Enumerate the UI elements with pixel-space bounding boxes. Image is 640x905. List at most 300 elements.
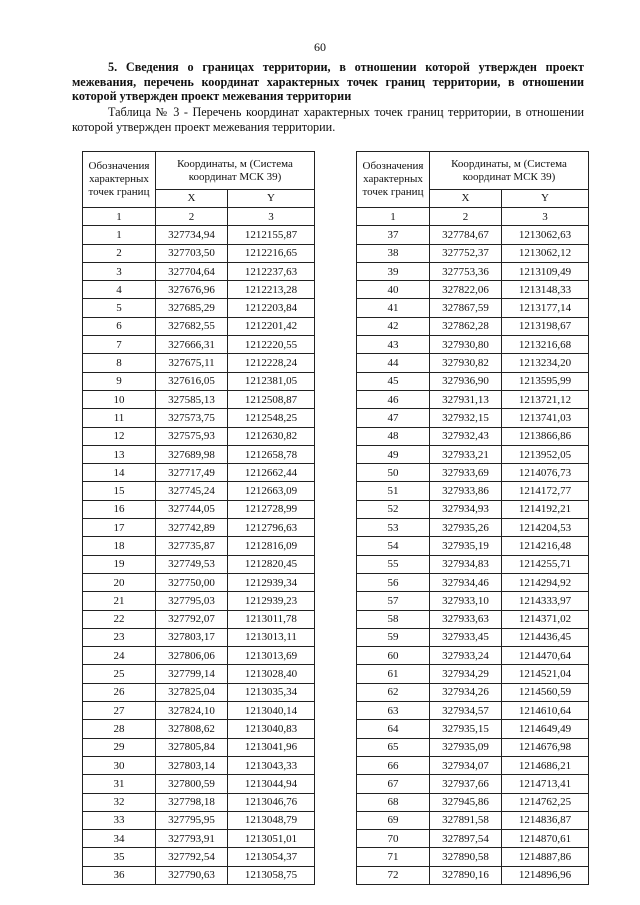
y-coordinate-cell: 1213109,49 (502, 262, 589, 280)
x-coordinate-cell: 327806,06 (156, 647, 228, 665)
point-number-cell: 55 (357, 555, 430, 573)
x-coordinate-cell: 327890,16 (430, 866, 502, 884)
point-number-cell: 58 (357, 610, 430, 628)
point-number-cell: 17 (83, 519, 156, 537)
y-coordinate-cell: 1212228,24 (228, 354, 315, 372)
y-coordinate-cell: 1212663,09 (228, 482, 315, 500)
x-coordinate-cell: 327805,84 (156, 738, 228, 756)
x-coordinate-cell: 327935,19 (430, 537, 502, 555)
x-coordinate-cell: 327935,09 (430, 738, 502, 756)
x-coordinate-cell: 327897,54 (430, 830, 502, 848)
point-number-cell: 29 (83, 738, 156, 756)
point-number-cell: 52 (357, 500, 430, 518)
y-coordinate-cell: 1212939,23 (228, 592, 315, 610)
x-coordinate-cell: 327685,29 (156, 299, 228, 317)
point-number-cell: 16 (83, 500, 156, 518)
y-coordinate-cell: 1214610,64 (502, 702, 589, 720)
point-number-cell: 19 (83, 555, 156, 573)
point-number-cell: 40 (357, 281, 430, 299)
x-coordinate-cell: 327735,87 (156, 537, 228, 555)
point-number-cell: 8 (83, 354, 156, 372)
y-coordinate-cell: 1213062,63 (502, 226, 589, 244)
x-coordinate-cell: 327934,83 (430, 555, 502, 573)
x-coordinate-cell: 327935,15 (430, 720, 502, 738)
point-number-cell: 22 (83, 610, 156, 628)
y-coordinate-cell: 1214762,25 (502, 793, 589, 811)
x-coordinate-cell: 327793,91 (156, 830, 228, 848)
table-row (357, 830, 589, 848)
point-number-cell: 20 (83, 573, 156, 591)
point-number-cell: 1 (83, 226, 156, 244)
x-coordinate-cell: 327799,14 (156, 665, 228, 683)
y-coordinate-cell: 1214333,97 (502, 592, 589, 610)
table-row (357, 299, 589, 317)
y-coordinate-cell: 1214216,48 (502, 537, 589, 555)
y-coordinate-cell: 1214371,02 (502, 610, 589, 628)
table-row (83, 519, 315, 537)
table-row (83, 409, 315, 427)
x-coordinate-cell: 327934,29 (430, 665, 502, 683)
table-row (357, 537, 589, 555)
y-coordinate-cell: 1213721,12 (502, 390, 589, 408)
x-coordinate-cell: 327798,18 (156, 793, 228, 811)
table-row (357, 281, 589, 299)
table-row (83, 775, 315, 793)
x-coordinate-cell: 327937,66 (430, 775, 502, 793)
table-row (357, 573, 589, 591)
x-coordinate-cell: 327792,07 (156, 610, 228, 628)
x-coordinate-cell: 327803,17 (156, 628, 228, 646)
point-number-cell: 63 (357, 702, 430, 720)
x-coordinate-cell: 327703,50 (156, 244, 228, 262)
index-cell: 2 (430, 208, 502, 226)
table-row (83, 555, 315, 573)
table-row (83, 464, 315, 482)
index-row (83, 208, 315, 226)
x-coordinate-cell: 327934,46 (430, 573, 502, 591)
y-coordinate-cell: 1212381,05 (228, 372, 315, 390)
y-coordinate-cell: 1213046,76 (228, 793, 315, 811)
y-coordinate-cell: 1213054,37 (228, 848, 315, 866)
table-row (83, 848, 315, 866)
y-coordinate-cell: 1214172,77 (502, 482, 589, 500)
table-row (357, 683, 589, 701)
table-row (357, 354, 589, 372)
x-coordinate-cell: 327717,49 (156, 464, 228, 482)
y-coordinate-cell: 1212237,63 (228, 262, 315, 280)
point-number-cell: 15 (83, 482, 156, 500)
y-coordinate-cell: 1213041,96 (228, 738, 315, 756)
point-number-cell: 33 (83, 811, 156, 829)
x-coordinate-cell: 327933,24 (430, 647, 502, 665)
point-number-cell: 69 (357, 811, 430, 829)
x-coordinate-cell: 327682,55 (156, 317, 228, 335)
table-row (83, 390, 315, 408)
point-number-cell: 41 (357, 299, 430, 317)
table-row (83, 482, 315, 500)
table-row (83, 281, 315, 299)
point-number-cell: 51 (357, 482, 430, 500)
table-row (357, 519, 589, 537)
point-number-cell: 27 (83, 702, 156, 720)
x-coordinate-cell: 327933,45 (430, 628, 502, 646)
table-row (357, 445, 589, 463)
x-coordinate-cell: 327575,93 (156, 427, 228, 445)
y-coordinate-cell: 1212508,87 (228, 390, 315, 408)
x-coordinate-cell: 327932,15 (430, 409, 502, 427)
table-row (357, 390, 589, 408)
table-row (357, 482, 589, 500)
y-coordinate-cell: 1214192,21 (502, 500, 589, 518)
table-row (357, 775, 589, 793)
table-row (357, 610, 589, 628)
x-coordinate-cell: 327749,53 (156, 555, 228, 573)
y-coordinate-cell: 1212220,55 (228, 336, 315, 354)
x-coordinate-cell: 327742,89 (156, 519, 228, 537)
x-coordinate-cell: 327689,98 (156, 445, 228, 463)
x-coordinate-cell: 327936,90 (430, 372, 502, 390)
y-coordinate-cell: 1213013,69 (228, 647, 315, 665)
x-coordinate-cell: 327675,11 (156, 354, 228, 372)
y-coordinate-cell: 1214836,87 (502, 811, 589, 829)
coordinates-table-right (356, 151, 589, 885)
x-coordinate-cell: 327930,80 (430, 336, 502, 354)
point-number-cell: 32 (83, 793, 156, 811)
index-cell: 1 (83, 208, 156, 226)
y-coordinate-cell: 1213013,11 (228, 628, 315, 646)
x-coordinate-cell: 327931,13 (430, 390, 502, 408)
y-coordinate-cell: 1212548,25 (228, 409, 315, 427)
table-row (83, 811, 315, 829)
x-coordinate-cell: 327616,05 (156, 372, 228, 390)
point-number-cell: 59 (357, 628, 430, 646)
point-number-cell: 2 (83, 244, 156, 262)
section-title: 5. Сведения о границах территории, в отношении которой утвержден проект межевания, перечень координат характерных точек границ территории, в отношении которой утвержден проект межевания территории (72, 60, 584, 103)
point-number-cell: 57 (357, 592, 430, 610)
table-row (83, 647, 315, 665)
table-row (357, 720, 589, 738)
table-row (83, 738, 315, 756)
x-coordinate-cell: 327935,26 (430, 519, 502, 537)
coords-header: Координаты, м (Система координат МСК 39) (430, 152, 589, 190)
y-coordinate-cell: 1212155,87 (228, 226, 315, 244)
y-coordinate-cell: 1212728,99 (228, 500, 315, 518)
x-coordinate-cell: 327934,57 (430, 702, 502, 720)
table-row (83, 299, 315, 317)
x-coordinate-cell: 327933,69 (430, 464, 502, 482)
point-number-cell: 18 (83, 537, 156, 555)
point-number-cell: 23 (83, 628, 156, 646)
x-coordinate-cell: 327934,93 (430, 500, 502, 518)
y-coordinate-cell: 1213741,03 (502, 409, 589, 427)
y-coordinate-cell: 1214076,73 (502, 464, 589, 482)
point-number-cell: 61 (357, 665, 430, 683)
x-coordinate-cell: 327792,54 (156, 848, 228, 866)
table-row (83, 500, 315, 518)
x-header: X (156, 190, 228, 208)
y-coordinate-cell: 1213148,33 (502, 281, 589, 299)
table-row (357, 372, 589, 390)
x-coordinate-cell: 327744,05 (156, 500, 228, 518)
table-row (83, 720, 315, 738)
x-coordinate-cell: 327824,10 (156, 702, 228, 720)
y-coordinate-cell: 1213198,67 (502, 317, 589, 335)
x-coordinate-cell: 327573,75 (156, 409, 228, 427)
point-number-cell: 46 (357, 390, 430, 408)
x-coordinate-cell: 327666,31 (156, 336, 228, 354)
point-number-cell: 50 (357, 464, 430, 482)
y-coordinate-cell: 1212816,09 (228, 537, 315, 555)
table-row (357, 793, 589, 811)
point-number-cell: 65 (357, 738, 430, 756)
point-number-cell: 70 (357, 830, 430, 848)
y-coordinate-cell: 1214686,21 (502, 756, 589, 774)
y-coordinate-cell: 1213044,94 (228, 775, 315, 793)
table-row (357, 811, 589, 829)
point-number-cell: 7 (83, 336, 156, 354)
y-coordinate-cell: 1212658,78 (228, 445, 315, 463)
y-coordinate-cell: 1213051,01 (228, 830, 315, 848)
x-header: X (430, 190, 502, 208)
table-row (83, 830, 315, 848)
y-coordinate-cell: 1213062,12 (502, 244, 589, 262)
point-number-cell: 25 (83, 665, 156, 683)
point-number-cell: 21 (83, 592, 156, 610)
point-number-cell: 30 (83, 756, 156, 774)
x-coordinate-cell: 327734,94 (156, 226, 228, 244)
x-coordinate-cell: 327676,96 (156, 281, 228, 299)
y-coordinate-cell: 1213177,14 (502, 299, 589, 317)
x-coordinate-cell: 327945,86 (430, 793, 502, 811)
table-row (357, 262, 589, 280)
y-coordinate-cell: 1214676,98 (502, 738, 589, 756)
point-number-cell: 68 (357, 793, 430, 811)
y-coordinate-cell: 1212820,45 (228, 555, 315, 573)
index-row (357, 208, 589, 226)
table-row (83, 793, 315, 811)
table-row (83, 756, 315, 774)
table-row (357, 336, 589, 354)
y-coordinate-cell: 1212796,63 (228, 519, 315, 537)
point-number-cell: 14 (83, 464, 156, 482)
y-coordinate-cell: 1213011,78 (228, 610, 315, 628)
point-number-cell: 26 (83, 683, 156, 701)
table-row (83, 226, 315, 244)
point-number-cell: 36 (83, 866, 156, 884)
coords-header: Координаты, м (Система координат МСК 39) (156, 152, 315, 190)
x-coordinate-cell: 327790,63 (156, 866, 228, 884)
y-coordinate-cell: 1213040,14 (228, 702, 315, 720)
index-cell: 3 (502, 208, 589, 226)
y-coordinate-cell: 1213234,20 (502, 354, 589, 372)
x-coordinate-cell: 327891,58 (430, 811, 502, 829)
table-row (357, 628, 589, 646)
y-coordinate-cell: 1212203,84 (228, 299, 315, 317)
y-coordinate-cell: 1213040,83 (228, 720, 315, 738)
table-row (357, 738, 589, 756)
x-coordinate-cell: 327933,63 (430, 610, 502, 628)
x-coordinate-cell: 327930,82 (430, 354, 502, 372)
point-number-cell: 31 (83, 775, 156, 793)
y-header: Y (228, 190, 315, 208)
point-number-cell: 72 (357, 866, 430, 884)
x-coordinate-cell: 327585,13 (156, 390, 228, 408)
table-row (83, 262, 315, 280)
y-header: Y (502, 190, 589, 208)
y-coordinate-cell: 1214870,61 (502, 830, 589, 848)
point-number-cell: 67 (357, 775, 430, 793)
x-coordinate-cell: 327753,36 (430, 262, 502, 280)
point-number-cell: 38 (357, 244, 430, 262)
point-number-cell: 43 (357, 336, 430, 354)
table-row (357, 848, 589, 866)
x-coordinate-cell: 327825,04 (156, 683, 228, 701)
index-cell: 2 (156, 208, 228, 226)
table-row (357, 317, 589, 335)
y-coordinate-cell: 1213028,40 (228, 665, 315, 683)
point-number-cell: 44 (357, 354, 430, 372)
y-coordinate-cell: 1213058,75 (228, 866, 315, 884)
x-coordinate-cell: 327932,43 (430, 427, 502, 445)
table-row (83, 628, 315, 646)
y-coordinate-cell: 1214713,41 (502, 775, 589, 793)
x-coordinate-cell: 327800,59 (156, 775, 228, 793)
x-coordinate-cell: 327808,62 (156, 720, 228, 738)
x-coordinate-cell: 327803,14 (156, 756, 228, 774)
y-coordinate-cell: 1213048,79 (228, 811, 315, 829)
point-number-cell: 56 (357, 573, 430, 591)
x-coordinate-cell: 327704,64 (156, 262, 228, 280)
table-row (357, 464, 589, 482)
table-row (83, 244, 315, 262)
y-coordinate-cell: 1214255,71 (502, 555, 589, 573)
x-coordinate-cell: 327933,86 (430, 482, 502, 500)
y-coordinate-cell: 1214204,53 (502, 519, 589, 537)
point-number-cell: 3 (83, 262, 156, 280)
x-coordinate-cell: 327784,67 (430, 226, 502, 244)
y-coordinate-cell: 1212201,42 (228, 317, 315, 335)
point-label-header: Обозначения характерных точек границ (83, 152, 156, 208)
point-number-cell: 24 (83, 647, 156, 665)
point-number-cell: 64 (357, 720, 430, 738)
table-row (83, 537, 315, 555)
x-coordinate-cell: 327750,00 (156, 573, 228, 591)
point-label-header: Обозначения характерных точек границ (357, 152, 430, 208)
point-number-cell: 45 (357, 372, 430, 390)
table-row (357, 555, 589, 573)
y-coordinate-cell: 1212630,82 (228, 427, 315, 445)
point-number-cell: 9 (83, 372, 156, 390)
y-coordinate-cell: 1213216,68 (502, 336, 589, 354)
point-number-cell: 49 (357, 445, 430, 463)
table-row (357, 665, 589, 683)
point-number-cell: 48 (357, 427, 430, 445)
y-coordinate-cell: 1214560,59 (502, 683, 589, 701)
y-coordinate-cell: 1214521,04 (502, 665, 589, 683)
table-row (357, 500, 589, 518)
point-number-cell: 71 (357, 848, 430, 866)
point-number-cell: 66 (357, 756, 430, 774)
point-number-cell: 28 (83, 720, 156, 738)
point-number-cell: 42 (357, 317, 430, 335)
table-row (357, 427, 589, 445)
table-row (83, 702, 315, 720)
x-coordinate-cell: 327934,26 (430, 683, 502, 701)
table-row (357, 226, 589, 244)
y-coordinate-cell: 1212939,34 (228, 573, 315, 591)
table-caption: Таблица № 3 - Перечень координат характерных точек границ территории, в отношении которой утвержден проект межевания территории. (72, 105, 584, 134)
y-coordinate-cell: 1214649,49 (502, 720, 589, 738)
x-coordinate-cell: 327795,95 (156, 811, 228, 829)
x-coordinate-cell: 327867,59 (430, 299, 502, 317)
y-coordinate-cell: 1212216,65 (228, 244, 315, 262)
table-row (357, 592, 589, 610)
table-row (357, 866, 589, 884)
table-row (357, 756, 589, 774)
table-row (83, 427, 315, 445)
table-row (83, 573, 315, 591)
y-coordinate-cell: 1213866,86 (502, 427, 589, 445)
table-row (83, 683, 315, 701)
point-number-cell: 4 (83, 281, 156, 299)
table-row (83, 336, 315, 354)
y-coordinate-cell: 1213035,34 (228, 683, 315, 701)
y-coordinate-cell: 1213043,33 (228, 756, 315, 774)
index-cell: 1 (357, 208, 430, 226)
point-number-cell: 62 (357, 683, 430, 701)
point-number-cell: 6 (83, 317, 156, 335)
x-coordinate-cell: 327862,28 (430, 317, 502, 335)
table-row (83, 610, 315, 628)
point-number-cell: 5 (83, 299, 156, 317)
table-row (83, 372, 315, 390)
point-number-cell: 37 (357, 226, 430, 244)
x-coordinate-cell: 327890,58 (430, 848, 502, 866)
table-row (83, 317, 315, 335)
coordinates-table-left (82, 151, 315, 885)
y-coordinate-cell: 1213595,99 (502, 372, 589, 390)
y-coordinate-cell: 1212662,44 (228, 464, 315, 482)
index-cell: 3 (228, 208, 315, 226)
x-coordinate-cell: 327934,07 (430, 756, 502, 774)
point-number-cell: 11 (83, 409, 156, 427)
page-number: 60 (314, 40, 326, 54)
point-number-cell: 39 (357, 262, 430, 280)
table-row (357, 409, 589, 427)
table-row (83, 866, 315, 884)
x-coordinate-cell: 327752,37 (430, 244, 502, 262)
point-number-cell: 60 (357, 647, 430, 665)
x-coordinate-cell: 327795,03 (156, 592, 228, 610)
point-number-cell: 34 (83, 830, 156, 848)
x-coordinate-cell: 327822,06 (430, 281, 502, 299)
point-number-cell: 54 (357, 537, 430, 555)
y-coordinate-cell: 1212213,28 (228, 281, 315, 299)
table-row (357, 647, 589, 665)
table-row (83, 665, 315, 683)
point-number-cell: 10 (83, 390, 156, 408)
point-number-cell: 12 (83, 427, 156, 445)
y-coordinate-cell: 1214887,86 (502, 848, 589, 866)
x-coordinate-cell: 327933,10 (430, 592, 502, 610)
table-row (83, 354, 315, 372)
table-row (357, 244, 589, 262)
table-row (83, 592, 315, 610)
y-coordinate-cell: 1214294,92 (502, 573, 589, 591)
point-number-cell: 13 (83, 445, 156, 463)
x-coordinate-cell: 327745,24 (156, 482, 228, 500)
point-number-cell: 35 (83, 848, 156, 866)
